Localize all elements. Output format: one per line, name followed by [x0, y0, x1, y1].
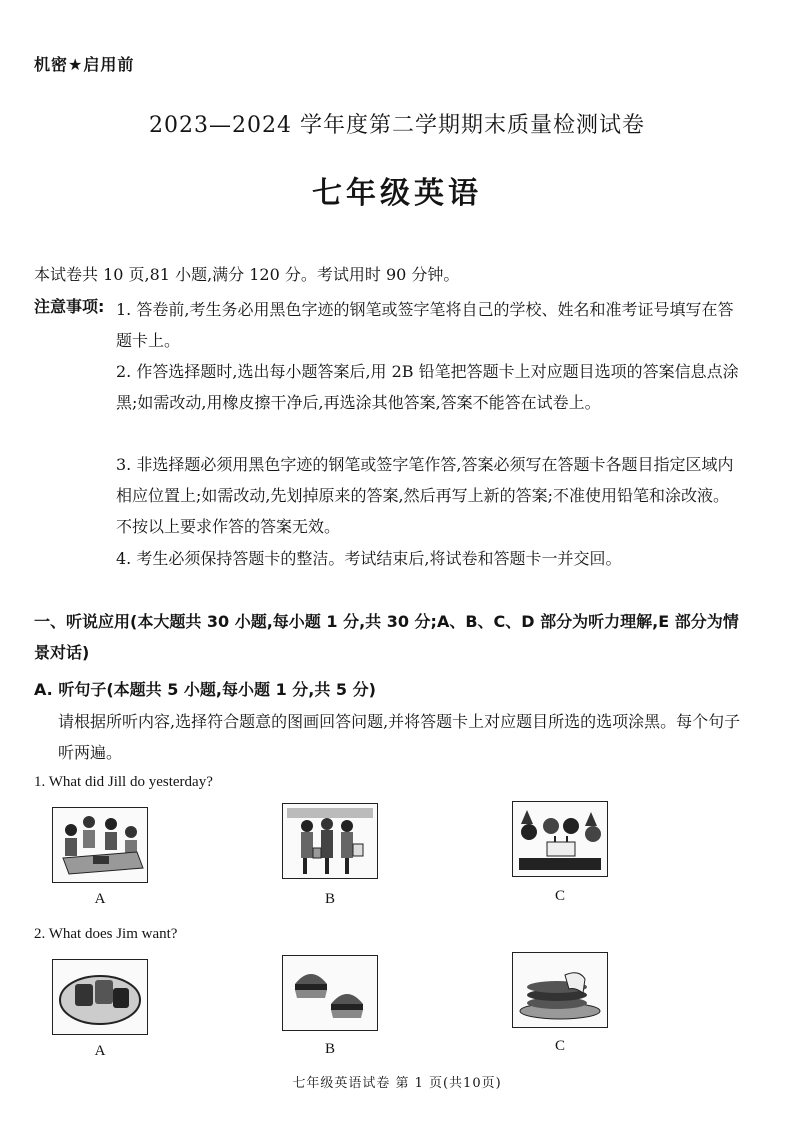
question-1: 1. What did Jill do yesterday? — [34, 774, 213, 790]
section-title: 一、听说应用(本大题共 30 小题,每小题 1 分,共 30 分;A、B、C、D 部分为听力理解,E 部分为情景对话) — [34, 612, 739, 662]
q2-option-b-label: B — [324, 1041, 335, 1057]
q1-option-c-label: C — [554, 888, 565, 904]
shopping-people-icon — [283, 804, 377, 878]
q2-option-c-image — [512, 952, 608, 1028]
pancakes-icon — [513, 953, 607, 1027]
hamburgers-icon — [283, 956, 377, 1030]
exam-intro: 本试卷共 10 页,81 小题,满分 120 分。考试用时 90 分钟。 — [34, 265, 460, 284]
note-item-1: 1. 答卷前,考生务必用黑色字迹的钢笔或签字笔将自己的学校、姓名和准考证号填写在答题卡上。 — [116, 300, 734, 350]
confidential-label: 机密★启用前 — [34, 55, 135, 74]
note-item-3: 3. 非选择题必须用黑色字迹的钢笔或签字笔作答,答案必须写在答题卡各题目指定区域内相应位置上;如需改动,先划掉原来的答案,然后再写上新的答案;不准使用铅笔和涂改液。不按以上要求作答的答案无效。 — [116, 455, 734, 536]
page-footer: 七年级英语试卷 第 1 页(共10页) — [292, 1076, 502, 1091]
q2-option-c-label: C — [554, 1038, 565, 1054]
q1-option-c-image — [512, 801, 608, 877]
q2-option-a-image — [52, 959, 148, 1035]
part-a-title: A. 听句子(本题共 5 小题,每小题 1 分,共 5 分) — [34, 680, 376, 699]
q1-option-a-label: A — [94, 891, 106, 907]
note-item-2: 2. 作答选择题时,选出每小题答案后,用 2B 铅笔把答题卡上对应题目选项的答案信息点涂黑;如需改动,用橡皮擦干净后,再选涂其他答案,答案不能答在试卷上。 — [116, 362, 739, 412]
part-a-instruction: 请根据所听内容,选择符合题意的图画回答问题,并将答题卡上对应题目所选的选项涂黑。每个句子听两遍。 — [58, 712, 741, 762]
notes-label: 注意事项: — [34, 297, 105, 316]
q1-option-b-label: B — [324, 891, 335, 907]
birthday-party-icon — [513, 802, 607, 876]
people-at-table-icon — [53, 808, 147, 882]
q2-option-b-image — [282, 955, 378, 1031]
exam-title: 2023—2024 学年度第二学期期末质量检测试卷 — [149, 113, 645, 138]
q1-option-b-image — [282, 803, 378, 879]
question-2: 2. What does Jim want? — [34, 926, 178, 942]
plate-of-food-icon — [53, 960, 147, 1034]
note-item-4: 4. 考生必须保持答题卡的整洁。考试结束后,将试卷和答题卡一并交回。 — [116, 549, 622, 568]
q2-option-a-label: A — [94, 1043, 106, 1059]
q1-option-a-image — [52, 807, 148, 883]
subject-title: 七年级英语 — [312, 176, 482, 211]
